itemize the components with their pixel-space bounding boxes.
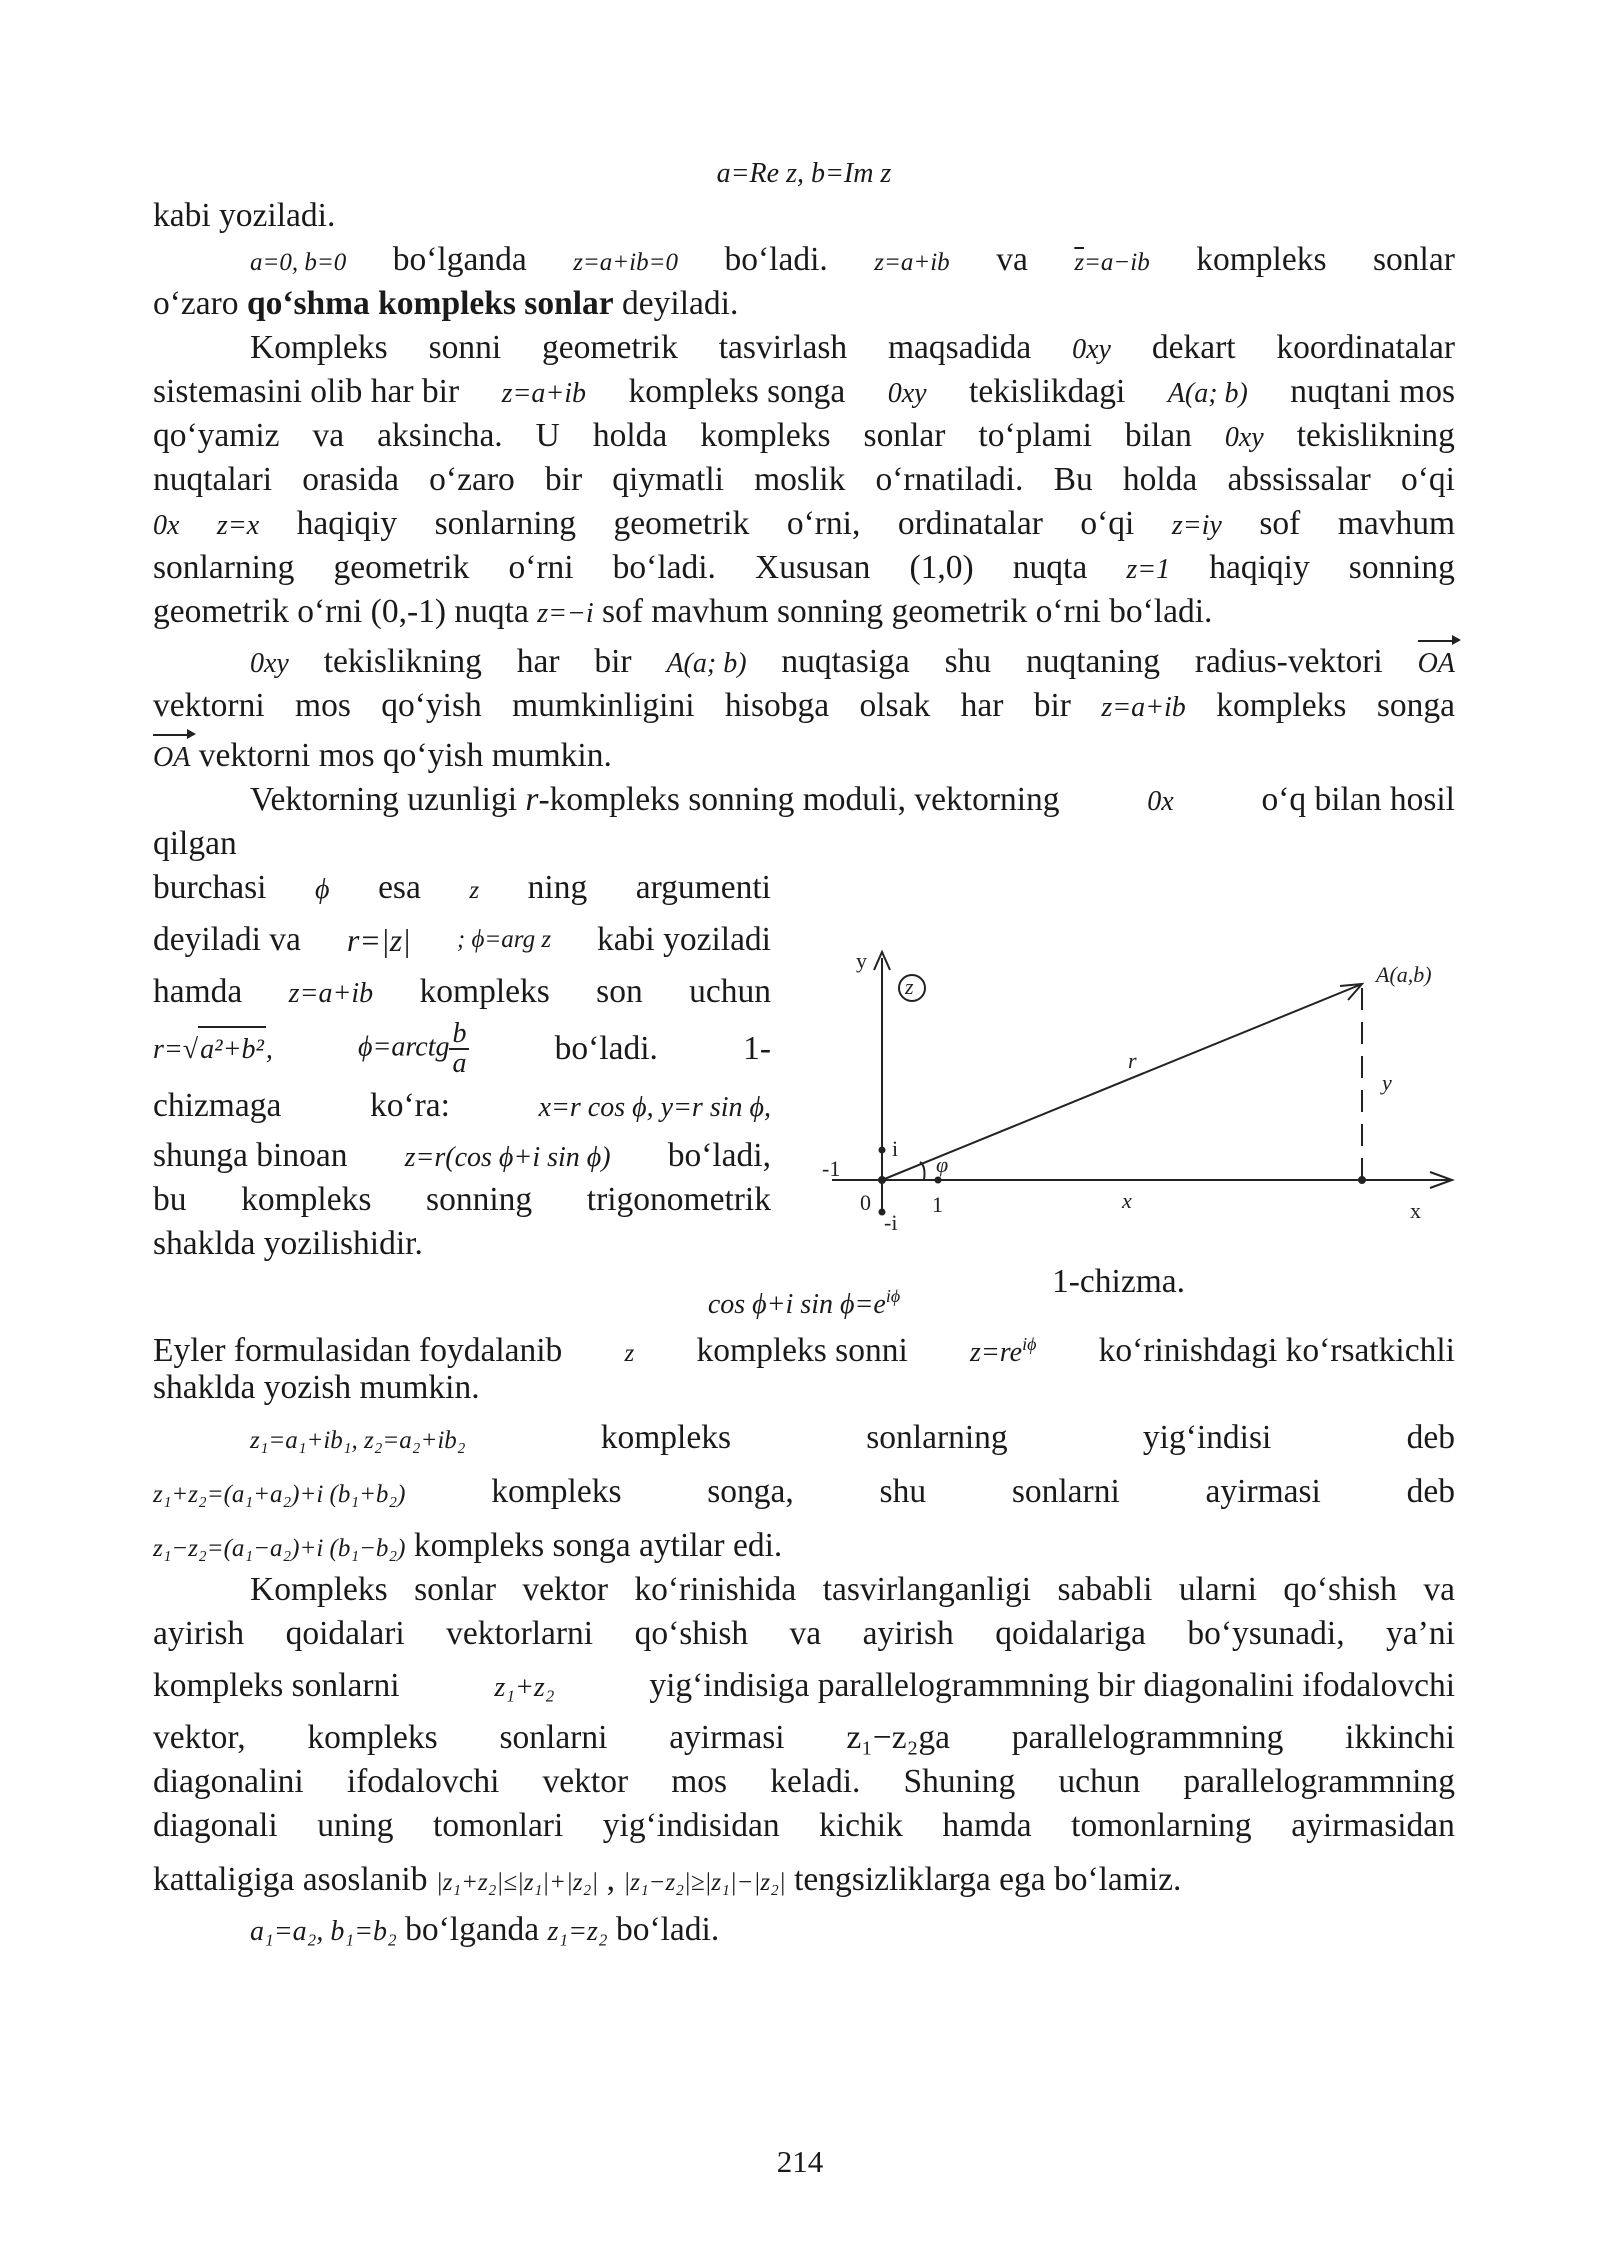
term-conjugate: qo‘shma kompleks sonlar xyxy=(246,285,614,322)
vector-oa: OA xyxy=(1418,642,1455,686)
text-line: kabi yoziladi. xyxy=(153,197,336,234)
point-a-label: A(a,b) xyxy=(1376,962,1432,987)
x-axis-label: x xyxy=(1410,1198,1421,1223)
r-label: r xyxy=(1128,1048,1137,1073)
text-line: burchasi ϕ esa z ning argumenti xyxy=(153,869,771,906)
vector-oa: OA xyxy=(153,736,190,780)
text-line: shunga binoan z=r(cos ϕ+i sin ϕ) bo‘ladi, xyxy=(153,1137,771,1174)
euler-formula: cos ϕ+i $\sin \phi=e^{i\phi}$ xyxy=(707,1286,901,1320)
text-line: z₁−z₂=(a₁−a₂)+i (b₁−b₂) kompleks songa aytilar edi. xyxy=(153,1527,783,1564)
text-line: vektor, kompleks sonlarni ayirmasi z₁−z₂ga parallelogrammning ikkinchi xyxy=(153,1719,1455,1756)
text-line: bu kompleks sonning trigonometrik xyxy=(153,1181,771,1218)
phi-label: φ xyxy=(936,1152,949,1177)
z-label: z xyxy=(905,974,914,999)
y-axis-label: y xyxy=(856,948,867,973)
argument-formula: ϕ=arctg $\frac{b}{a}$ xyxy=(358,1020,469,1078)
page-number: 214 xyxy=(776,2144,824,2179)
text-line: Kompleks sonlar vektor ko‘rinishida tasvirlanganligi sababli ularni qo‘shish va xyxy=(250,1571,1455,1608)
neg-one-label: -1 xyxy=(822,1156,841,1181)
text-line: Eyler formulasidan foydalanib z kompleks sonni $z=re^{i\phi}$ ko‘rinishdagi ko‘rsatkichli xyxy=(153,1332,1455,1369)
text-line: kattaligiga asoslanib |z₁+z₂|≤|z₁|+|z₂| , |z₁−z₂|≥|z₁|−|z₂| tengsizliklarga ega bo‘lamiz. xyxy=(153,1861,1182,1898)
radius-vector xyxy=(882,984,1362,1180)
text-line: a=0, b=0 bo‘lganda z=a+ib=0 bo‘ladi. z=a+ib va $\overline{z}=a-ib$ kompleks sonlar xyxy=(250,241,1455,278)
text-line: qilgan xyxy=(153,825,237,862)
text-line: chizmaga ko‘ra: x=r cos ϕ, y=r sin ϕ, xyxy=(153,1087,771,1124)
text-line: a₁=a₂, b₁=b₂ bo‘lganda z₁=z₂ bo‘ladi. xyxy=(250,1911,720,1948)
text-line: qo‘yamiz va aksincha. U holda kompleks sonlar to‘plami bilan 0xy tekislikning xyxy=(153,417,1455,454)
abscissa-label: x xyxy=(1122,1188,1132,1213)
formula-re-im: a=Re z, b=Im z xyxy=(716,158,892,189)
complex-plane-figure xyxy=(812,940,1462,1310)
text-line: z₁+z₂=(a₁+a₂)+i (b₁+b₂) kompleks songa, shu sonlarni ayirmasi deb xyxy=(153,1473,1455,1510)
ordinate-label: y xyxy=(1382,1070,1392,1095)
point-one xyxy=(935,1177,942,1184)
text-line: nuqtalari orasida o‘zaro bir qiymatli moslik o‘rnatiladi. Bu holda abssissalar o‘qi xyxy=(153,461,1455,498)
text-line: r=√a²+b², ϕ=arctg $\frac{b}{a}$ bo‘ladi. 1- xyxy=(153,1018,771,1079)
text-line: Kompleks sonni geometrik tasvirlash maqsadida 0xy dekart koordinatalar xyxy=(250,329,1455,366)
modulus-formula: r=√a²+b², xyxy=(153,1026,273,1072)
figure-caption: 1-chizma. xyxy=(1052,1263,1186,1300)
text-line: deyiladi va r=|z| ; ϕ=arg z kabi yoziladi xyxy=(153,921,771,958)
point-i xyxy=(879,1147,886,1154)
point-a xyxy=(1358,1176,1366,1184)
text-line: ayirish qoidalari vektorlarni qo‘shish va ayirish qoidalariga bo‘ysunadi, ya’ni xyxy=(153,1615,1455,1652)
left-column xyxy=(153,866,771,1266)
i-label: i xyxy=(892,1136,899,1161)
text-line: diagonalini ifodalovchi vektor mos keladi. Shuning uchun parallelogrammning xyxy=(153,1763,1455,1800)
zero-label: 0 xyxy=(860,1190,871,1215)
text-line: Vektorning uzunligi r-kompleks sonning moduli, vektorning 0x o‘q bilan hosil xyxy=(250,781,1455,818)
one-label: 1 xyxy=(932,1192,943,1217)
origin-point xyxy=(878,1176,886,1184)
text-line: 0x z=x haqiqiy sonlarning geometrik o‘rni, ordinatalar o‘qi z=iy sof mavhum xyxy=(153,505,1455,542)
text-line: 0xy tekislikning har bir A(a; b) nuqtasiga shu nuqtaning radius-vektori OA xyxy=(153,640,1455,684)
text-line: OA vektorni mos qo‘yish mumkin. xyxy=(153,734,1455,778)
text-line: sonlarning geometrik o‘rni bo‘ladi. Xususan (1,0) nuqta z=1 haqiqiy sonning xyxy=(153,549,1455,586)
text-line: shaklda yozish mumkin. xyxy=(153,1369,480,1406)
text-line: shaklda yozilishidir. xyxy=(153,1225,423,1262)
text-line: geometrik o‘rni (0,-1) nuqta z=−i sof mavhum sonning geometrik o‘rni bo‘ladi. xyxy=(153,593,1213,630)
text-line: kompleks sonlarni z₁+z₂ yig‘indisiga parallelogrammning bir diagonalini ifodalovchi xyxy=(153,1667,1455,1704)
text-line: o‘zaro qo‘shma kompleks sonlar deyiladi. xyxy=(153,285,739,322)
text-line: z₁=a₁+ib₁, z₂=a₂+ib₂ kompleks sonlarning yig‘indisi deb xyxy=(250,1419,1455,1456)
text-line: vektorni mos qo‘yish mumkinligini hisobga olsak har bir z=a+ib kompleks songa xyxy=(153,687,1455,724)
text-line: sistemasini olib har bir z=a+ib kompleks songa 0xy tekislikdagi A(a; b) nuqtani mos xyxy=(153,373,1455,410)
neg-i-label: -i xyxy=(884,1210,898,1235)
text-line: hamda z=a+ib kompleks son uchun xyxy=(153,973,771,1010)
text-line: diagonali uning tomonlari yig‘indisidan kichik hamda tomonlarning ayirmasidan xyxy=(153,1807,1455,1844)
